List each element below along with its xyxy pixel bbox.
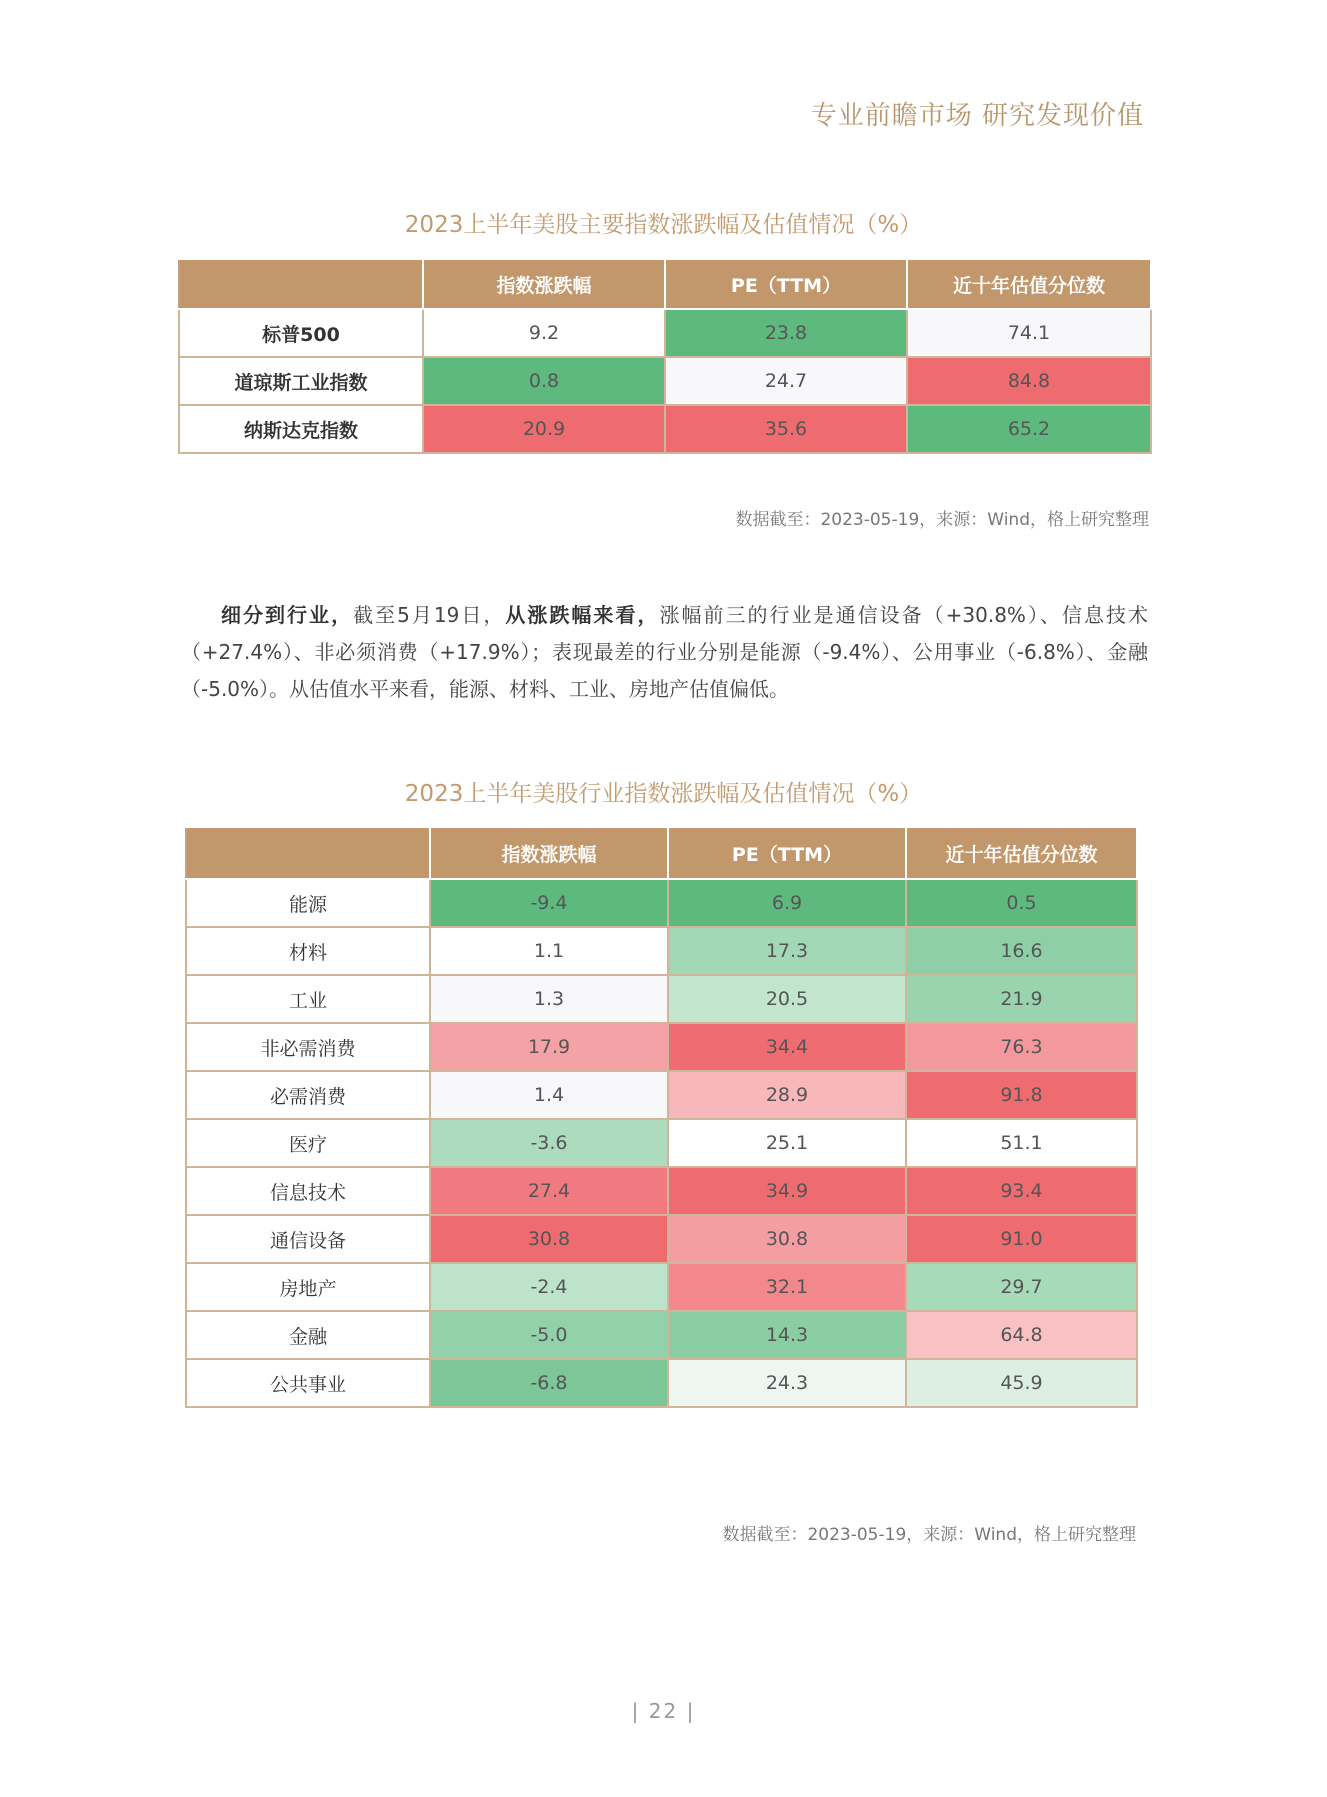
table-row bbox=[179, 357, 1151, 405]
table-cell: 9.2 bbox=[423, 309, 665, 357]
table-cell: 91.0 bbox=[906, 1215, 1137, 1263]
table-cell: 17.9 bbox=[430, 1023, 668, 1071]
table-cell: -3.6 bbox=[430, 1119, 668, 1167]
row-label: 信息技术 bbox=[186, 1167, 430, 1215]
header-slogan: 专业前瞻市场 研究发现价值 bbox=[810, 101, 1144, 131]
table-cell: -6.8 bbox=[430, 1359, 668, 1407]
table-cell: 76.3 bbox=[906, 1023, 1137, 1071]
table-cell: 17.3 bbox=[668, 927, 906, 975]
table-cell: 14.3 bbox=[668, 1311, 906, 1359]
table-cell: 28.9 bbox=[668, 1071, 906, 1119]
table-cell: 65.2 bbox=[907, 405, 1151, 453]
table2-header-percentile: 近十年估值分位数 bbox=[906, 827, 1137, 879]
table1-title: 2023上半年美股主要指数涨跌幅及估值情况（%） bbox=[404, 212, 923, 238]
table-cell: 45.9 bbox=[906, 1359, 1137, 1407]
table-row bbox=[186, 1215, 1137, 1263]
table-cell: 84.8 bbox=[907, 357, 1151, 405]
table-cell: 0.5 bbox=[906, 879, 1137, 927]
table-cell: 24.3 bbox=[668, 1359, 906, 1407]
row-label: 金融 bbox=[186, 1311, 430, 1359]
row-label: 纳斯达克指数 bbox=[179, 405, 423, 453]
table-row bbox=[186, 975, 1137, 1023]
table2-header-row bbox=[186, 827, 1137, 879]
row-label: 医疗 bbox=[186, 1119, 430, 1167]
table1-source-note: 数据截至：2023-05-19，来源：Wind，格上研究整理 bbox=[735, 510, 1149, 530]
table2-title: 2023上半年美股行业指数涨跌幅及估值情况（%） bbox=[404, 781, 923, 807]
index-performance-table bbox=[178, 258, 1152, 454]
table-cell: 27.4 bbox=[430, 1167, 668, 1215]
table2-header-pe: PE（TTM） bbox=[668, 827, 906, 879]
page-number: | 22 | bbox=[631, 1699, 696, 1723]
row-label: 公共事业 bbox=[186, 1359, 430, 1407]
table2-body bbox=[186, 879, 1137, 1407]
row-label: 道琼斯工业指数 bbox=[179, 357, 423, 405]
table-cell: 24.7 bbox=[665, 357, 907, 405]
table-cell: 20.5 bbox=[668, 975, 906, 1023]
table-cell: 35.6 bbox=[665, 405, 907, 453]
table-row bbox=[186, 1119, 1137, 1167]
table-row bbox=[186, 927, 1137, 975]
row-label: 通信设备 bbox=[186, 1215, 430, 1263]
row-label: 非必需消费 bbox=[186, 1023, 430, 1071]
table-cell: 21.9 bbox=[906, 975, 1137, 1023]
table2-source-note: 数据截至：2023-05-19，来源：Wind，格上研究整理 bbox=[722, 1525, 1136, 1545]
row-label: 必需消费 bbox=[186, 1071, 430, 1119]
table-cell: 34.4 bbox=[668, 1023, 906, 1071]
table-cell: 91.8 bbox=[906, 1071, 1137, 1119]
industry-summary-paragraph bbox=[181, 597, 1148, 708]
row-label: 标普500 bbox=[179, 309, 423, 357]
table-cell: 1.3 bbox=[430, 975, 668, 1023]
table-row bbox=[186, 1263, 1137, 1311]
table-cell: 23.8 bbox=[665, 309, 907, 357]
table-row bbox=[179, 309, 1151, 357]
table-cell: 64.8 bbox=[906, 1311, 1137, 1359]
row-label: 能源 bbox=[186, 879, 430, 927]
table-row bbox=[186, 1167, 1137, 1215]
paragraph-bold-2: 从涨跌幅来看， bbox=[505, 603, 660, 627]
table-cell: -9.4 bbox=[430, 879, 668, 927]
table-cell: 25.1 bbox=[668, 1119, 906, 1167]
table-cell: 34.9 bbox=[668, 1167, 906, 1215]
table-row bbox=[186, 1359, 1137, 1407]
table-cell: 93.4 bbox=[906, 1167, 1137, 1215]
row-label: 工业 bbox=[186, 975, 430, 1023]
table-cell: 29.7 bbox=[906, 1263, 1137, 1311]
table-cell: -5.0 bbox=[430, 1311, 668, 1359]
paragraph-bold-1: 细分到行业， bbox=[221, 603, 354, 627]
table-row bbox=[186, 1071, 1137, 1119]
table-cell: 16.6 bbox=[906, 927, 1137, 975]
table-row bbox=[186, 879, 1137, 927]
table-cell: 0.8 bbox=[423, 357, 665, 405]
table1-header-corner bbox=[179, 259, 423, 309]
table2-header-change: 指数涨跌幅 bbox=[430, 827, 668, 879]
row-label: 材料 bbox=[186, 927, 430, 975]
table-cell: 32.1 bbox=[668, 1263, 906, 1311]
table-cell: 30.8 bbox=[668, 1215, 906, 1263]
row-label: 房地产 bbox=[186, 1263, 430, 1311]
table1-header-percentile: 近十年估值分位数 bbox=[907, 259, 1151, 309]
table-cell: -2.4 bbox=[430, 1263, 668, 1311]
paragraph-text-2: 涨幅前三的行业是通信设备（+30.8%）、信息技术（+27.4%）、非必须消费（+17.9%）；表现最差的行业分别是能源（-9.4%）、公用事业（-6.8%）、金融（-5.0%）。从估值水平来看，能源、材料、工业、房地产估值偏低。 bbox=[181, 603, 1149, 701]
table1-body bbox=[179, 309, 1151, 453]
table-cell: 1.4 bbox=[430, 1071, 668, 1119]
table-cell: 30.8 bbox=[430, 1215, 668, 1263]
table-cell: 74.1 bbox=[907, 309, 1151, 357]
paragraph-text-1: 截至5月19日， bbox=[353, 603, 506, 627]
table1-header-pe: PE（TTM） bbox=[665, 259, 907, 309]
table1-header-change: 指数涨跌幅 bbox=[423, 259, 665, 309]
table-cell: 6.9 bbox=[668, 879, 906, 927]
table1-header-row bbox=[179, 259, 1151, 309]
industry-performance-table bbox=[185, 826, 1138, 1408]
table-cell: 51.1 bbox=[906, 1119, 1137, 1167]
table-row bbox=[186, 1311, 1137, 1359]
table-row bbox=[179, 405, 1151, 453]
table-cell: 20.9 bbox=[423, 405, 665, 453]
table-row bbox=[186, 1023, 1137, 1071]
table-cell: 1.1 bbox=[430, 927, 668, 975]
table2-header-corner bbox=[186, 827, 430, 879]
